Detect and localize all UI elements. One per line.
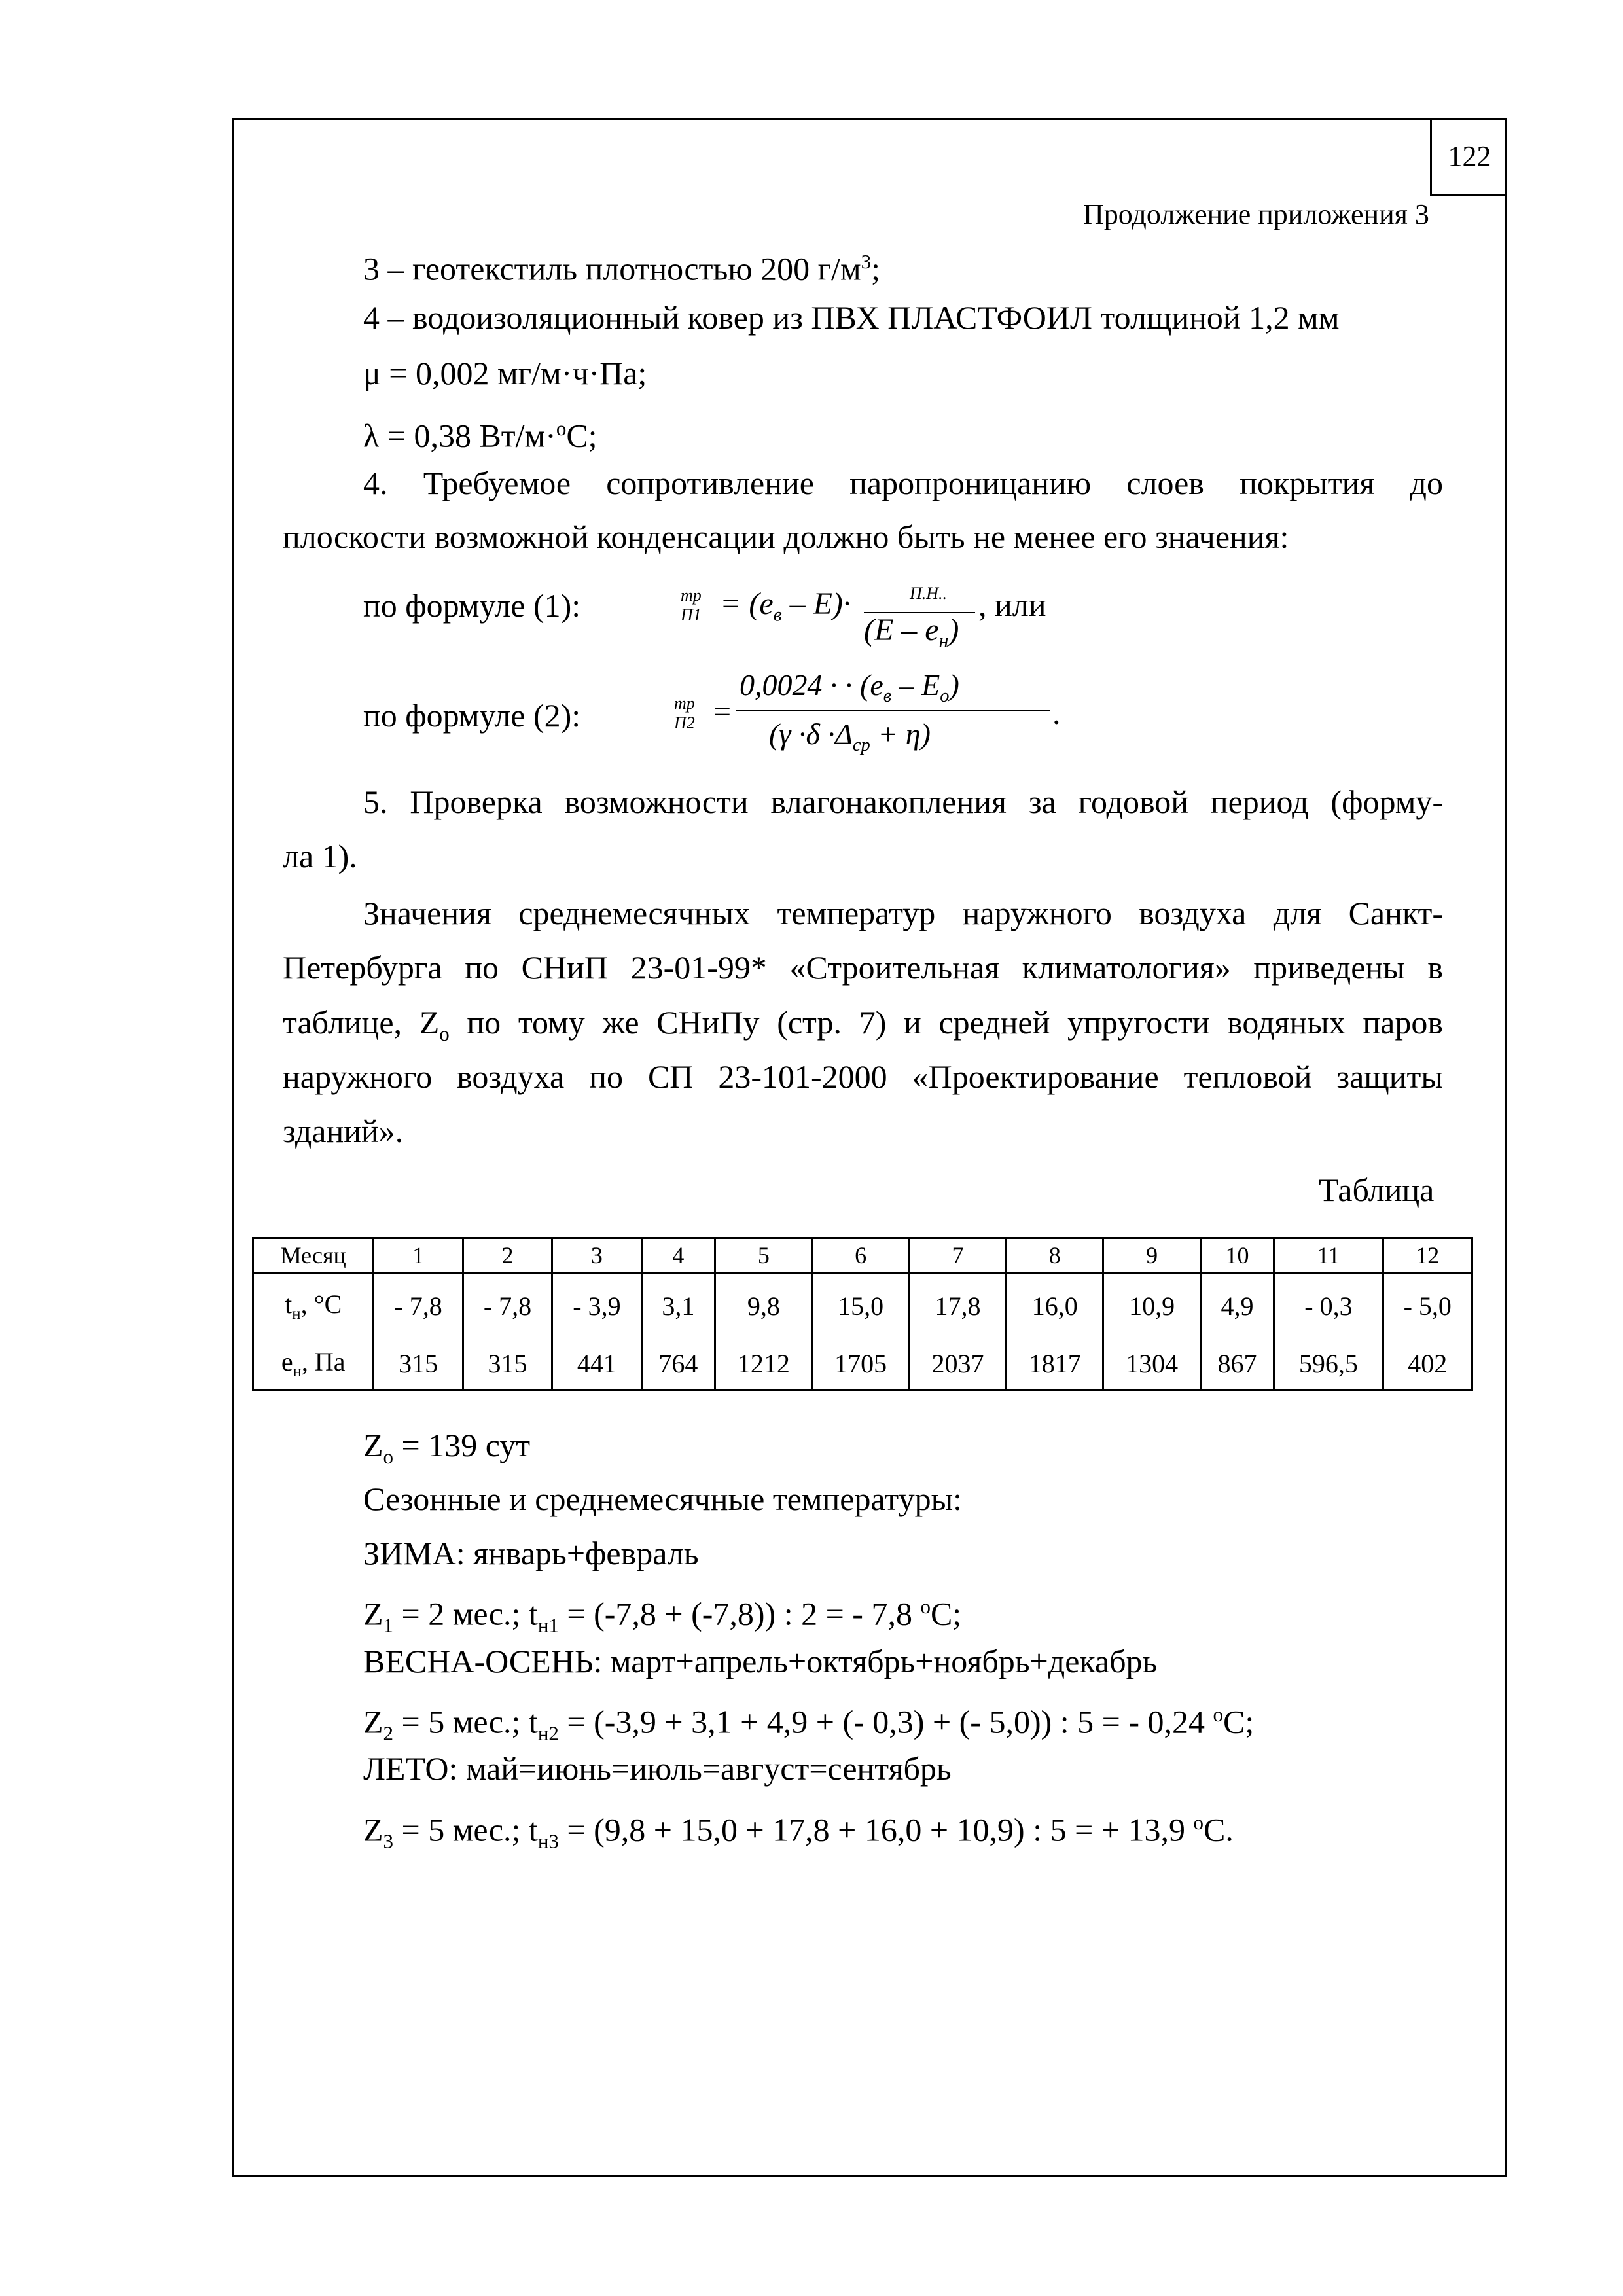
summer-season: ЛЕТО: май=июнь=июль=август=сентябрь <box>363 1750 952 1787</box>
table-header-cell: 11 <box>1274 1238 1383 1273</box>
spring-autumn-season: ВЕСНА-ОСЕНЬ: март+апрель+октябрь+ноябрь+декабрь <box>363 1643 1158 1679</box>
table-cell: - 7,8 <box>374 1273 463 1338</box>
table-header-cell: 10 <box>1200 1238 1274 1273</box>
table-cell: 596,5 <box>1274 1338 1383 1390</box>
table-cell: 764 <box>641 1338 715 1390</box>
para5-line2: ла 1). <box>283 838 357 874</box>
table-header-cell: 1 <box>374 1238 463 1273</box>
zo-value: $Z_о = 139$ сут <box>363 1427 531 1468</box>
table-cell: 4,9 <box>1200 1273 1274 1338</box>
lambda-value: λ = 0,38 Вт/м·$^о$С; <box>363 417 597 454</box>
formula1-numerator: П.Н.. <box>910 584 948 603</box>
table-header-cell: 4 <box>641 1238 715 1273</box>
z1-formula: $Z_1 = 2$ мес.; $t_{н1} = (-7,8 + (-7,8))$ : 2 = - 7,8 $^о$С; <box>363 1595 962 1637</box>
table-header-cell: Месяц <box>253 1238 374 1273</box>
formula2-denominator: $(\gamma \cdot\delta \cdot\Delta_{ср} + \eta)$ <box>769 717 931 756</box>
table-cell: 3,1 <box>641 1273 715 1338</box>
para6-line1: Значения среднемесячных температур наружного воздуха для Санкт- <box>363 895 1443 931</box>
formula2-fraction-bar <box>736 710 1050 711</box>
formula2-eq: = <box>713 694 732 729</box>
table-header-cell: 2 <box>463 1238 552 1273</box>
table-cell: 1212 <box>715 1338 812 1390</box>
table-header-cell: 5 <box>715 1238 812 1273</box>
para6-line3: таблице, $Z_о$ по тому же СНиПу (стр. 7) и средней упругости водяных паров <box>283 1004 1443 1045</box>
formula2-label: по формуле (2): <box>363 697 581 734</box>
table-header-cell: 8 <box>1007 1238 1103 1273</box>
table-cell: 16,0 <box>1007 1273 1103 1338</box>
table-cell: 10,9 <box>1103 1273 1200 1338</box>
appendix-header: Продолжение приложения 3 <box>1083 198 1429 230</box>
climate-table <box>252 1237 1473 1391</box>
item-3: 3 – геотекстиль плотностью 200 $г/м^3$; <box>363 250 881 287</box>
table-header-cell: 6 <box>812 1238 909 1273</box>
table-cell: - 7,8 <box>463 1273 552 1338</box>
table-cell: 9,8 <box>715 1273 812 1338</box>
table-cell: - 5,0 <box>1383 1273 1472 1338</box>
table-cell: 15,0 <box>812 1273 909 1338</box>
table-cell: 2037 <box>909 1338 1006 1390</box>
para6-line4: наружного воздуха по СП 23-101-2000 «Проектирование тепловой защиты <box>283 1058 1443 1095</box>
item-4: 4 – водоизоляционный ковер из ПВХ ПЛАСТФОИЛ толщиной 1,2 мм <box>363 299 1340 336</box>
formula1-lhs-sub: П1 <box>681 605 702 624</box>
formula1-label: по формуле (1): <box>363 587 581 624</box>
table-cell: 1705 <box>812 1338 909 1390</box>
table-cell: 1304 <box>1103 1338 1200 1390</box>
table-header-row <box>253 1238 1472 1273</box>
page-number: 122 <box>1430 118 1507 196</box>
z2-formula: $Z_2 = 5$ мес.; $t_{н2} = (-3,9 + 3,1 + 4,9$ + (- 0,3) + (- 5,0)) : 5 = - 0,24 $^о$С; <box>363 1703 1255 1745</box>
formula2-numerator: 0,0024 · · $(e_в - E_o)$ <box>740 668 959 707</box>
formula1-tail: , или <box>978 586 1046 623</box>
formula1-denominator: $(E - e_н)$ <box>864 613 959 652</box>
table-row-label: $e_н$, Па <box>253 1338 374 1390</box>
table-cell: 17,8 <box>909 1273 1006 1338</box>
para6-line5: зданий». <box>283 1113 404 1149</box>
seasons-title: Сезонные и среднемесячные температуры: <box>363 1480 963 1517</box>
formula2-lhs-sub: П2 <box>674 713 695 732</box>
z3-formula: $Z_3 = 5$ мес.; $t_{н3} = (9,8 + 15,0 + 17,8 + 16,0 + 10,9)$ : 5 = + 13,9 $^о$С. <box>363 1811 1234 1853</box>
table-header-cell: 12 <box>1383 1238 1472 1273</box>
winter-season: ЗИМА: январь+февраль <box>363 1535 699 1571</box>
table-row-temperature <box>253 1273 1472 1338</box>
para5-line1: 5. Проверка возможности влагонакопления за годовой период (форму- <box>363 783 1443 820</box>
table-cell: - 0,3 <box>1274 1273 1383 1338</box>
mu-value: μ = 0,002 мг/м·ч·Па; <box>363 355 647 391</box>
table-caption: Таблица <box>1319 1172 1435 1208</box>
table-cell: 441 <box>552 1338 641 1390</box>
table-header-cell: 9 <box>1103 1238 1200 1273</box>
formula1-lhs-sup: тр <box>681 586 702 605</box>
table-cell: 315 <box>463 1338 552 1390</box>
table-cell: 315 <box>374 1338 463 1390</box>
para4-line2: плоскости возможной конденсации должно быть не менее его значения: <box>283 518 1289 555</box>
formula1-expr: = $(e_в - E)\cdot$ <box>720 586 851 626</box>
table-row-label: $t_н$, °С <box>253 1273 374 1338</box>
table-cell: 867 <box>1200 1338 1274 1390</box>
table-header-cell: 3 <box>552 1238 641 1273</box>
table-cell: 1817 <box>1007 1338 1103 1390</box>
table-header-cell: 7 <box>909 1238 1006 1273</box>
table-row-vapor-pressure <box>253 1338 1472 1390</box>
para4-line1: 4. Требуемое сопротивление паропроницанию слоев покрытия до <box>363 465 1443 501</box>
formula2-lhs-sup: тр <box>674 694 695 713</box>
formula2-tail: . <box>1052 694 1061 731</box>
table-cell: - 3,9 <box>552 1273 641 1338</box>
para6-line2: Петербурга по СНиП 23-01-99* «Строительная климатология» приведены в <box>283 949 1443 986</box>
table-cell: 402 <box>1383 1338 1472 1390</box>
